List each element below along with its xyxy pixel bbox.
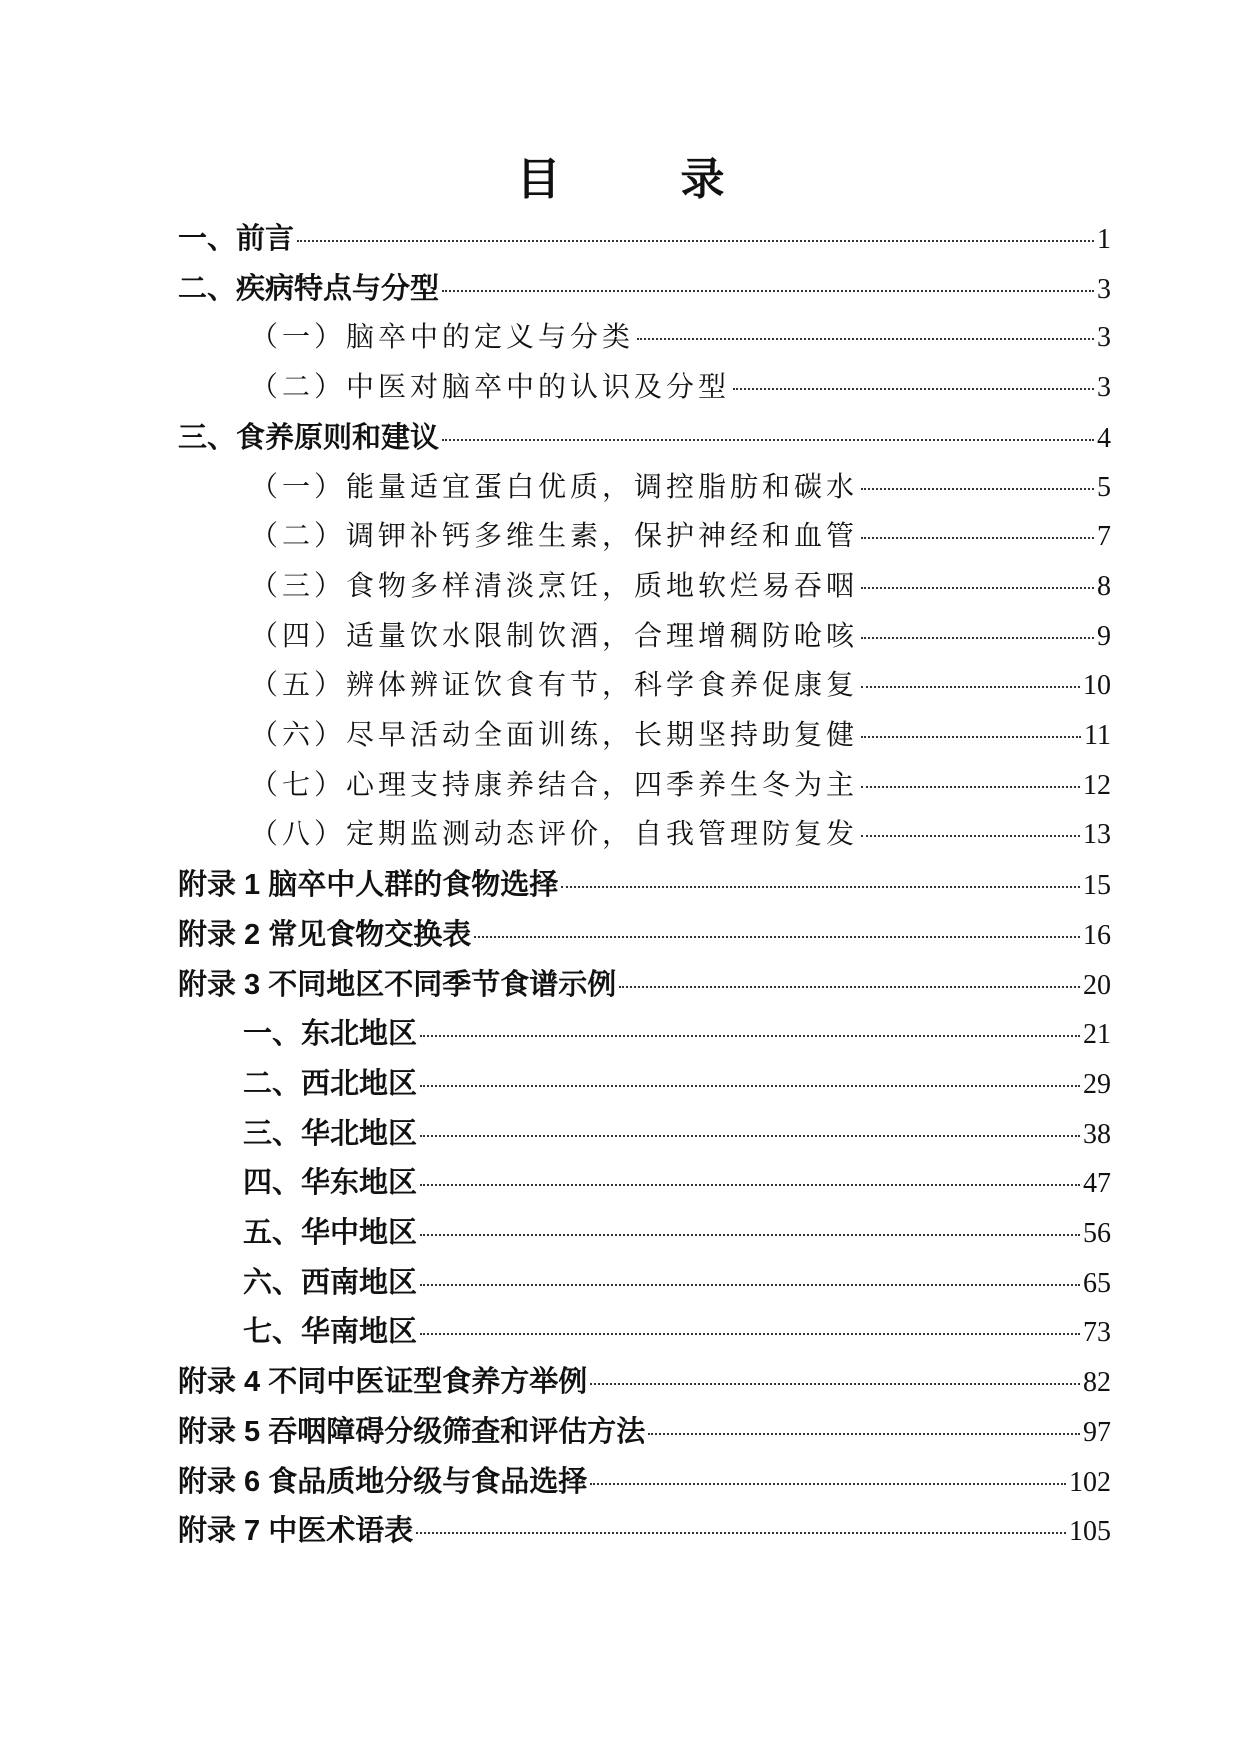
toc-page-number: 3 (1097, 372, 1111, 403)
toc-entry[interactable] (250, 764, 1111, 808)
toc-entry[interactable] (178, 217, 1111, 261)
toc-entry[interactable] (250, 664, 1111, 708)
dot-leader (561, 886, 1080, 888)
toc-entry-title: 三、食养原则和建议 (178, 422, 440, 454)
toc-page-number: 15 (1083, 870, 1111, 901)
dot-leader (442, 439, 1094, 441)
toc-page-number: 3 (1097, 322, 1111, 353)
toc-page-number: 16 (1083, 920, 1111, 951)
toc-page-number: 9 (1097, 621, 1111, 652)
toc-entry[interactable] (250, 515, 1111, 559)
dot-leader (861, 587, 1094, 589)
dot-leader (420, 1035, 1080, 1037)
toc-entry[interactable] (243, 1012, 1111, 1056)
toc-page-number: 82 (1083, 1367, 1111, 1398)
toc-page-number: 97 (1083, 1417, 1111, 1448)
toc-entry[interactable] (250, 366, 1111, 410)
dot-leader (648, 1433, 1080, 1435)
dot-leader (474, 936, 1080, 938)
toc-entry-title: 附录 6 食品质地分级与食品选择 (178, 1466, 588, 1498)
dot-leader (861, 686, 1080, 688)
toc-entry-title: 三、华北地区 (243, 1118, 418, 1150)
dot-leader (420, 1135, 1080, 1137)
dot-leader (416, 1532, 1066, 1534)
toc-entry-title: （一）脑卒中的定义与分类 (250, 322, 635, 353)
toc-page-number: 12 (1083, 770, 1111, 801)
toc-entry[interactable] (250, 565, 1111, 609)
toc-entry-title: 六、西南地区 (243, 1267, 418, 1299)
toc-entry-title: （四）适量饮水限制饮酒，合理增稠防呛咳 (250, 621, 859, 652)
toc-entry-title: 附录 7 中医术语表 (178, 1515, 414, 1547)
toc-entry[interactable] (178, 963, 1111, 1007)
toc-entry[interactable] (178, 1410, 1111, 1454)
dot-leader (619, 986, 1080, 988)
dot-leader (861, 736, 1081, 738)
toc-entry-title: 五、华中地区 (243, 1217, 418, 1249)
toc-entry[interactable] (178, 416, 1111, 460)
toc-entry[interactable] (250, 615, 1111, 659)
toc-page-number: 11 (1084, 720, 1111, 751)
dot-leader (420, 1333, 1080, 1335)
toc-entry-title: 二、疾病特点与分型 (178, 273, 440, 305)
toc-entry[interactable] (243, 1211, 1111, 1255)
toc-page-number: 10 (1083, 670, 1111, 701)
toc-page-number: 105 (1069, 1516, 1111, 1547)
toc-entry-title: （二）调钾补钙多维生素，保护神经和血管 (250, 521, 859, 552)
toc-page-number: 1 (1097, 224, 1111, 255)
toc-entry-title: 二、西北地区 (243, 1068, 418, 1100)
toc-entry[interactable] (250, 813, 1111, 857)
toc-page-number: 7 (1097, 521, 1111, 552)
toc-entry-title: 附录 4 不同中医证型食养方举例 (178, 1366, 588, 1398)
toc-entry-title: 附录 2 常见食物交换表 (178, 919, 472, 951)
toc-entry-title: 七、华南地区 (243, 1316, 418, 1348)
toc-entry[interactable] (178, 863, 1111, 907)
toc-page-number: 4 (1097, 423, 1111, 454)
toc-entry-title: 附录 1 脑卒中人群的食物选择 (178, 869, 559, 901)
toc-page-number: 13 (1083, 819, 1111, 850)
dot-leader (861, 835, 1080, 837)
dot-leader (442, 290, 1094, 292)
toc-entry-title: （二）中医对脑卒中的认识及分型 (250, 372, 731, 403)
toc-entry-title: 一、前言 (178, 223, 295, 255)
toc-entry[interactable] (243, 1062, 1111, 1106)
dot-leader (733, 388, 1094, 390)
toc-entry[interactable] (178, 913, 1111, 957)
toc-page-number: 20 (1083, 970, 1111, 1001)
toc-page-number: 3 (1097, 274, 1111, 305)
toc-page-number: 5 (1097, 472, 1111, 503)
toc-entry-title: 四、华东地区 (243, 1167, 418, 1199)
toc-page-number: 29 (1083, 1069, 1111, 1100)
dot-leader (861, 488, 1094, 490)
toc-entry[interactable] (243, 1261, 1111, 1305)
toc-entry[interactable] (243, 1112, 1111, 1156)
toc-entry-title: （六）尽早活动全面训练，长期坚持助复健 (250, 720, 859, 751)
dot-leader (861, 537, 1094, 539)
toc-page-number: 38 (1083, 1119, 1111, 1150)
toc-entry[interactable] (178, 1460, 1111, 1504)
page-title: 目 录 (516, 155, 763, 204)
dot-leader (590, 1483, 1066, 1485)
toc-page-number: 8 (1097, 571, 1111, 602)
toc-entry-title: （八）定期监测动态评价，自我管理防复发 (250, 819, 859, 850)
toc-entry-title: （一）能量适宜蛋白优质，调控脂肪和碳水 (250, 472, 859, 503)
toc-entry-title: 一、东北地区 (243, 1018, 418, 1050)
toc-entry[interactable] (178, 267, 1111, 311)
dot-leader (420, 1085, 1080, 1087)
toc-entry-title: （三）食物多样清淡烹饪，质地软烂易吞咽 (250, 571, 859, 602)
toc-page-number: 65 (1083, 1268, 1111, 1299)
toc-entry[interactable] (243, 1310, 1111, 1354)
dot-leader (590, 1383, 1080, 1385)
dot-leader (420, 1234, 1080, 1236)
toc-entry[interactable] (250, 714, 1111, 758)
dot-leader (420, 1284, 1080, 1286)
dot-leader (637, 338, 1094, 340)
dot-leader (297, 240, 1094, 242)
toc-page-number: 102 (1069, 1467, 1111, 1498)
dot-leader (420, 1184, 1080, 1186)
toc-page-number: 21 (1083, 1019, 1111, 1050)
dot-leader (861, 637, 1094, 639)
toc-entry[interactable] (250, 316, 1111, 360)
toc-page-number: 73 (1083, 1317, 1111, 1348)
toc-entry[interactable] (178, 1509, 1111, 1553)
toc-entry-title: （五）辨体辨证饮食有节，科学食养促康复 (250, 670, 859, 701)
toc-entry-title: 附录 3 不同地区不同季节食谱示例 (178, 969, 617, 1001)
toc-entry[interactable] (178, 1360, 1111, 1404)
toc-entry-title: （七）心理支持康养结合，四季养生冬为主 (250, 770, 859, 801)
toc-entry[interactable] (250, 466, 1111, 510)
toc-entry[interactable] (243, 1161, 1111, 1205)
toc-entry-title: 附录 5 吞咽障碍分级筛查和评估方法 (178, 1416, 646, 1448)
toc-page-number: 56 (1083, 1218, 1111, 1249)
dot-leader (861, 786, 1080, 788)
toc-page-number: 47 (1083, 1168, 1111, 1199)
